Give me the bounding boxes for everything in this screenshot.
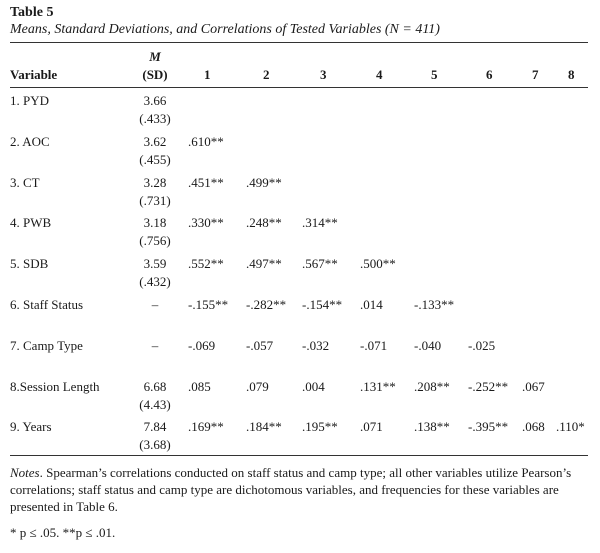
correlation-cell: -.155** [188,296,229,312]
correlation-cell: .004 [302,378,325,394]
correlation-cell: .610** [188,133,224,149]
row-variable: 7. Camp Type [10,337,83,353]
correlation-cell: .079 [246,378,269,394]
row-variable: 2. AOC [10,133,50,149]
correlation-cell: .451** [188,174,224,190]
correlation-cell: .131** [360,378,396,394]
correlation-cell: -.069 [188,337,216,353]
notes-text: . Spearman’s correlations conducted on staff status and camp type; all other variables utilize Pearson’s correlations; staff status and camp type are dichotomous variables, and frequencies for these variables are presented in Table 6. [10,465,572,515]
notes-lead: Notes [10,465,40,481]
correlation-cell: .330** [188,215,224,231]
correlation-cell: -.395** [468,419,509,435]
correlation-cell: .110* [556,419,585,435]
correlation-cell: .169** [188,419,224,435]
correlation-cell: .567** [302,256,338,272]
table-row [10,88,594,129]
correlation-cell: .067 [522,378,545,394]
header-col-2: 2 [263,67,270,82]
row-sd: (4.43) [139,396,171,412]
table-row [10,374,594,415]
table-caption: Means, Standard Deviations, and Correlations of Tested Variables (N = 411) [10,22,440,37]
table-container [10,4,594,541]
table-row [10,129,594,170]
table-notes [10,464,588,515]
row-variable: 5. SDB [10,256,49,272]
table-row [10,292,594,333]
table-body [10,88,594,455]
header-col-6: 6 [486,67,493,82]
correlation-cell: -.032 [302,337,330,353]
table-header [10,43,594,87]
correlation-cell: -.025 [468,337,496,353]
correlation-cell: -.057 [246,337,274,353]
correlation-cell: -.154** [302,296,343,312]
table-row [10,170,594,211]
correlation-cell: .195** [302,419,338,435]
header-mean: M [149,49,161,64]
header-variable: Variable [10,67,58,82]
row-variable: 8.Session Length [10,378,100,394]
correlation-cell: -.252** [468,378,509,394]
row-sd: (.756) [139,233,171,249]
table-row [10,251,594,292]
header-col-7: 7 [532,67,539,82]
row-mean: 3.62 [143,133,167,149]
correlation-cell: .071 [360,419,383,435]
correlation-cell: .500** [360,256,396,272]
significance-note: * p ≤ .05. **p ≤ .01. [10,525,116,541]
correlation-cell: .068 [522,419,545,435]
correlation-cell: -.282** [246,296,287,312]
row-sd: (3.68) [139,437,171,453]
correlation-cell: -.133** [414,296,455,312]
row-mean: 3.18 [143,215,167,231]
row-mean: 7.84 [143,419,167,435]
correlation-cell: .552** [188,256,224,272]
header-col-1: 1 [204,67,211,82]
header-col-8: 8 [568,67,575,82]
row-sd: (.455) [139,151,171,167]
row-mean: – [151,296,159,312]
header-sd: (SD) [142,67,168,82]
header-col-3: 3 [320,67,327,82]
row-sd: (.731) [139,192,171,208]
correlation-cell: .314** [302,215,338,231]
correlation-cell: .014 [360,296,383,312]
correlation-cell: -.040 [414,337,442,353]
correlation-cell: .208** [414,378,450,394]
table-row [10,414,594,455]
row-mean: 6.68 [143,378,167,394]
row-sd: (.433) [139,111,171,126]
table-row [10,333,594,374]
table-number: Table 5 [10,5,54,20]
row-variable: 4. PWB [10,215,52,231]
header-col-4: 4 [376,67,383,82]
correlation-cell: .499** [246,174,282,190]
row-mean: 3.59 [143,256,167,272]
row-sd: (.432) [139,274,171,290]
row-variable: 9. Years [10,419,52,435]
correlation-cell: .184** [246,419,282,435]
correlation-cell: .497** [246,256,282,272]
row-mean: – [151,337,159,353]
row-variable: 1. PYD [10,93,50,108]
row-mean: 3.28 [143,174,167,190]
row-variable: 3. CT [10,174,40,190]
correlation-cell: .085 [188,378,211,394]
correlation-cell: -.071 [360,337,388,353]
correlation-cell: .138** [414,419,450,435]
correlation-cell: .248** [246,215,282,231]
table-row [10,210,594,251]
header-col-5: 5 [431,67,438,82]
row-mean: 3.66 [143,93,167,108]
row-variable: 6. Staff Status [10,296,84,312]
bottom-rule [10,455,588,456]
